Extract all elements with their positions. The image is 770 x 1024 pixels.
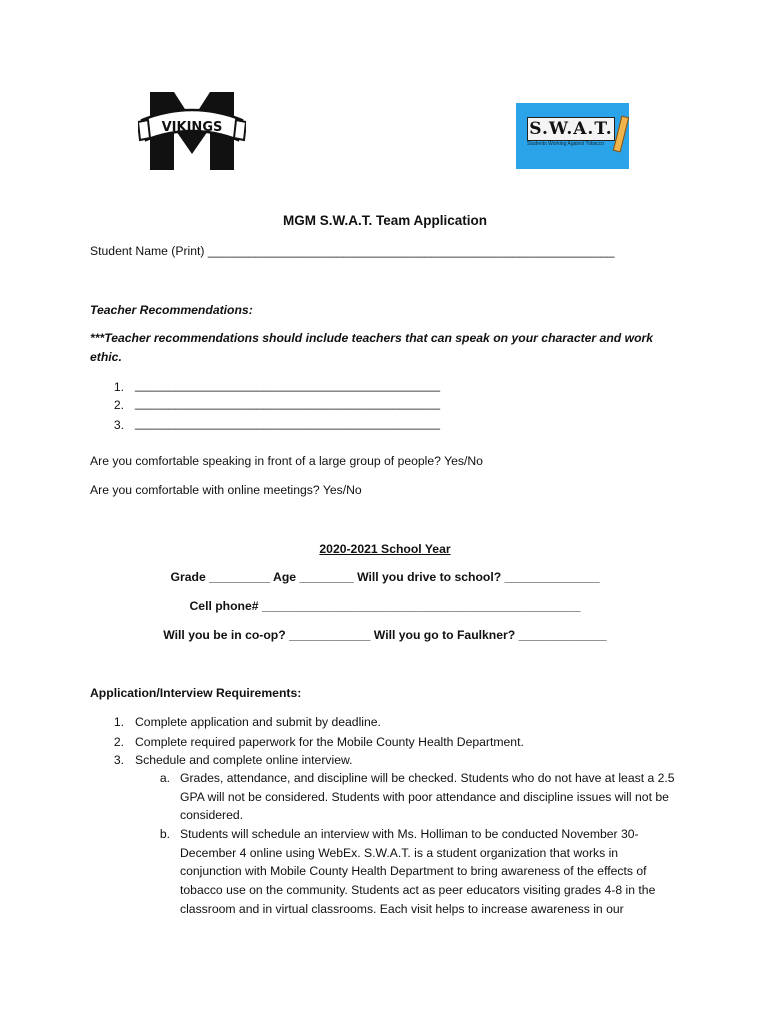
- swat-logo-text: S.W.A.T.: [527, 117, 615, 141]
- school-year-heading: 2020-2021 School Year: [319, 542, 451, 556]
- requirement-item: Complete application and submit by deadline.: [135, 715, 381, 729]
- requirement-subitem: Students will schedule an interview with Ms. Holliman to be conducted November 30-December 4 online using WebEx. S.W.A.T. is a student organization that works in conjunction with Mobile County Health Department to bring awareness of the effects of tobacco use on the community. Students act as peer educators visiting grades 4-8 in the classroom and in virtual classrooms. Each visit helps to increase awareness in our: [180, 827, 656, 916]
- requirement-subitem-letter: a.: [159, 771, 170, 785]
- requirement-number: 2.: [113, 735, 124, 749]
- teacher-item-number: 2.: [113, 398, 124, 412]
- requirement-number: 1.: [113, 715, 124, 729]
- teacher-recommendations-heading: Teacher Recommendations:: [90, 303, 253, 317]
- requirement-item: Complete required paperwork for the Mobile County Health Department.: [135, 735, 524, 749]
- vikings-logo-text: VIKINGS: [161, 120, 223, 135]
- teacher-item-number: 1.: [113, 380, 124, 394]
- cell-phone-field[interactable]: Cell phone# _______________________________________________: [189, 599, 581, 613]
- requirement-number: 3.: [113, 753, 124, 767]
- requirement-item: Schedule and complete online interview.: [135, 753, 353, 767]
- requirements-heading: Application/Interview Requirements:: [90, 686, 302, 700]
- question-online-meetings[interactable]: Are you comfortable with online meetings? Yes/No: [90, 483, 362, 497]
- swat-logo-subtext: Students Working Against Tobacco: [527, 141, 605, 147]
- page-title: MGM S.W.A.T. Team Application: [282, 213, 487, 228]
- grade-age-drive-fields[interactable]: Grade _________ Age ________ Will you drive to school? ______________: [170, 570, 600, 584]
- coop-faulkner-fields[interactable]: Will you be in co-op? ____________ Will you go to Faulkner? _____________: [163, 628, 607, 642]
- swat-logo: [516, 103, 629, 169]
- question-speaking[interactable]: Are you comfortable speaking in front of a large group of people? Yes/No: [90, 454, 483, 468]
- teacher-recommendations-note: ***Teacher recommendations should include teachers that can speak on your character and work ethic.: [90, 331, 654, 364]
- teacher-recommendation-1-field[interactable]: _____________________________________________: [135, 378, 441, 392]
- teacher-item-number: 3.: [113, 418, 124, 432]
- teacher-recommendation-3-field[interactable]: _____________________________________________: [135, 416, 441, 430]
- teacher-recommendation-2-field[interactable]: _____________________________________________: [135, 396, 441, 410]
- pencil-icon: [613, 116, 629, 153]
- vikings-logo: [138, 90, 246, 172]
- requirement-subitem-letter: b.: [159, 827, 170, 841]
- requirement-subitem: Grades, attendance, and discipline will be checked. Students who do not have at least a 2.5 GPA will not be considered. Students with poor attendance and discipline issues will not be considered.: [180, 771, 675, 823]
- student-name-field[interactable]: Student Name (Print) ____________________________________________________________: [90, 244, 615, 258]
